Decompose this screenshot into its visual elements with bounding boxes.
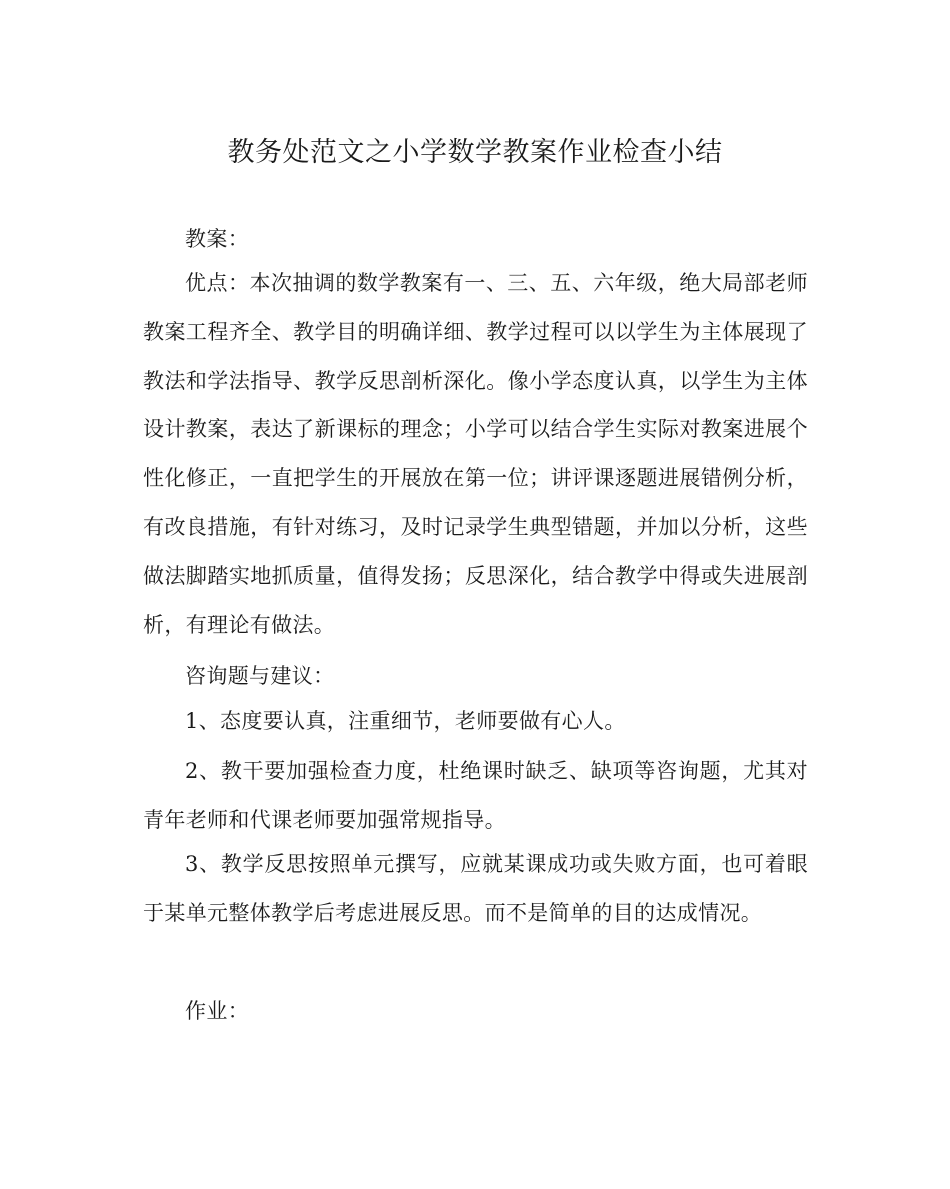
section-heading-lesson-plan: 教案： — [185, 227, 250, 251]
document-title: 教务处范文之小学数学教案作业检查小结 — [227, 137, 723, 168]
suggestion-item: 1、态度要认真，注重细节，老师要做有心人。 — [185, 709, 626, 733]
suggestion-item: 3、教学反思按照单元撰写，应就某课成功或失败方面，也可着眼于某单元整体教学后考虑进展反思。而不是简单的目的达成情况。 — [143, 852, 808, 925]
section-heading-homework: 作业： — [185, 999, 250, 1023]
strengths-paragraph: 优点：本次抽调的数学教案有一、三、五、六年级，绝大局部老师教案工程齐全、教学目的明确详细、教学过程可以以学生为主体展现了教法和学法指导、教学反思剖析深化。像小学态度认真，以学生为主体设计教案，表达了新课标的理念；小学可以结合学生实际对教案进展个性化修正，一直把学生的开展放在第一位；讲评课逐题进展错例分析，有改良措施，有针对练习，及时记录学生典型错题，并加以分析，这些做法脚踏实地抓质量，值得发扬；反思深化，结合教学中得或失进展剖析，有理论有做法。 — [143, 271, 808, 637]
suggestion-item: 2、教干要加强检查力度，杜绝课时缺乏、缺项等咨询题，尤其对青年老师和代课老师要加强常规指导。 — [143, 759, 808, 832]
issues-heading: 咨询题与建议： — [185, 664, 335, 688]
